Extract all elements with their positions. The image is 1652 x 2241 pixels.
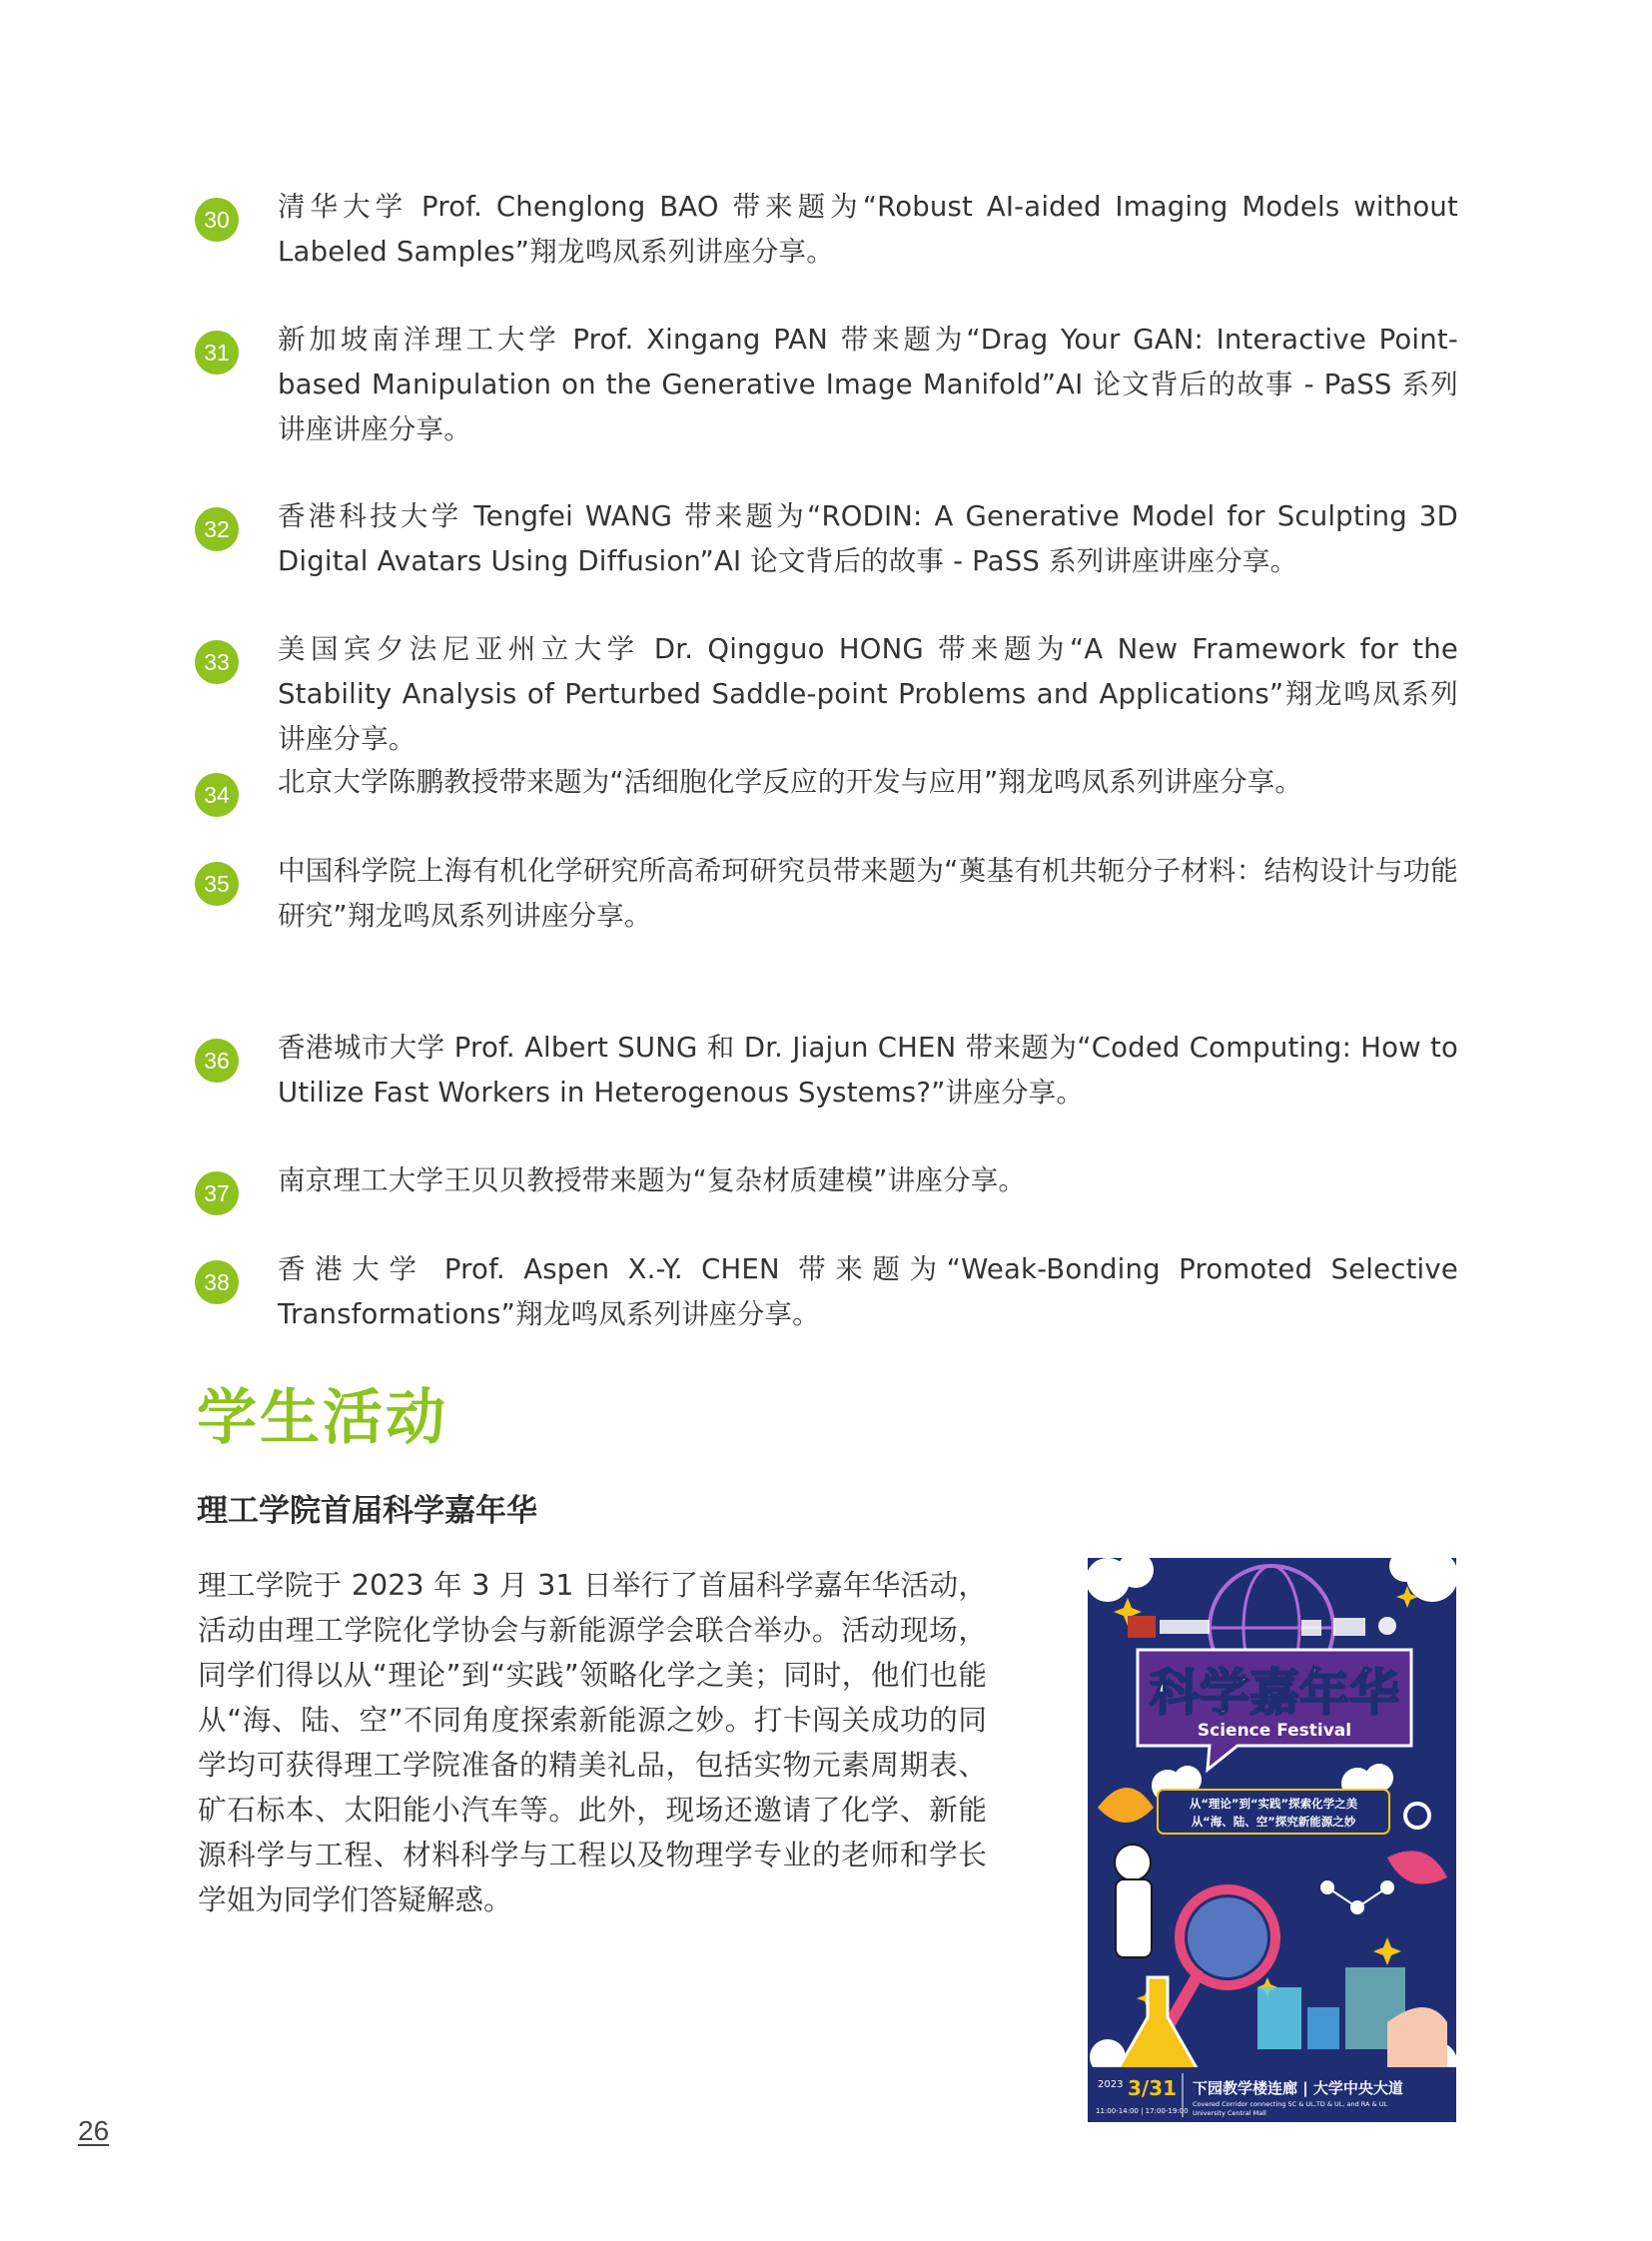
- event-text: 香港科技大学 Tengfei WANG 带来题为“RODIN: A Generative Model for Sculpting 3D Digital Avatars Using Diffusion”AI 论文背后的故事 - PaSS 系列讲座讲座分享。: [278, 500, 1458, 577]
- event-text: 新加坡南洋理工大学 Prof. Xingang PAN 带来题为“Drag Your GAN: Interactive Point-based Manipulation on the Generative Image Manifold”AI 论文背后的故事 - PaSS 系列讲座讲座分享。: [278, 324, 1458, 445]
- event-text: 南京理工大学王贝贝教授带来题为“复杂材质建模”讲座分享。: [278, 1164, 1027, 1196]
- event-number-badge: 31: [195, 331, 239, 374]
- poster-slogan-2: 从“海、陆、空”探究新能源之妙: [1191, 1815, 1356, 1829]
- event-text: 清华大学 Prof. Chenglong BAO 带来题为“Robust AI-aided Imaging Models without Labeled Samples”翔龙鸣凤系列讲座分享。: [278, 191, 1458, 268]
- event-text: 香港大学 Prof. Aspen X.-Y. CHEN 带来题为“Weak-Bonding Promoted Selective Transformations”翔龙鸣凤系列讲座分享。: [278, 1253, 1458, 1330]
- poster-times: 11:00-14:00 | 17:00-19:00: [1096, 2107, 1189, 2115]
- event-number-badge: 34: [195, 773, 239, 817]
- event-text: 北京大学陈鹏教授带来题为“活细胞化学反应的开发与应用”翔龙鸣凤系列讲座分享。: [278, 766, 1303, 798]
- event-text: 香港城市大学 Prof. Albert SUNG 和 Dr. Jiajun CHEN 带来题为“Coded Computing: How to Utilize Fast Workers in Heterogenous Systems?”讲座分享。: [278, 1032, 1458, 1109]
- section-subtitle: 理工学院首届科学嘉年华: [197, 1493, 537, 1529]
- poster-year: 2023: [1098, 2079, 1124, 2090]
- poster-title: 科学嘉年华: [1150, 1664, 1399, 1722]
- event-number-badge: 37: [195, 1171, 239, 1215]
- event-text: 中国科学院上海有机化学研究所高希珂研究员带来题为“薁基有机共轭分子材料：结构设计与功能研究”翔龙鸣凤系列讲座分享。: [278, 855, 1458, 932]
- section-body: 理工学院于 2023 年 3 月 31 日举行了首届科学嘉年华活动，活动由理工学院化学协会与新能源学会联合举办。活动现场，同学们得以从“理论”到“实践”领略化学之美；同时，他们也能从“海、陆、空”不同角度探索新能源之妙。打卡闯关成功的同学均可获得理工学院准备的精美礼品，包括实物元素周期表、矿石标本、太阳能小汽车等。此外，现场还邀请了化学、新能源科学与工程、材料科学与工程以及物理学专业的老师和学长学姐为同学们答疑解惑。: [198, 1568, 987, 1916]
- page-number: 26: [78, 2115, 110, 2146]
- event-number-badge: 33: [195, 640, 239, 684]
- poster-date: 3/31: [1128, 2076, 1178, 2100]
- poster-venue-en: Covered Corridor connecting SC & UL,TD & UL, and RA & UL: [1193, 2100, 1388, 2108]
- event-number-badge: 36: [195, 1039, 239, 1083]
- event-number-badge: 38: [195, 1260, 239, 1304]
- poster-slogan-1: 从“理论”到“实践”探索化学之美: [1189, 1797, 1358, 1811]
- section-title: 学生活动: [197, 1383, 448, 1453]
- science-festival-poster: [1088, 1558, 1456, 2122]
- event-number-badge: 32: [195, 507, 239, 551]
- event-text: 美国宾夕法尼亚州立大学 Dr. Qingguo HONG 带来题为“A New Framework for the Stability Analysis of Perturbed Saddle-point Problems and Applications”翔龙鸣凤系列讲座分享。: [278, 633, 1458, 755]
- event-number-badge: 35: [195, 862, 239, 906]
- event-number-badge: 30: [195, 198, 239, 242]
- poster-subtitle: Science Festival: [1197, 1721, 1352, 1741]
- poster-venue-en-2: University Central Mall: [1193, 2109, 1266, 2117]
- poster-venue: 下园教学楼连廊 | 大学中央大道: [1193, 2079, 1403, 2097]
